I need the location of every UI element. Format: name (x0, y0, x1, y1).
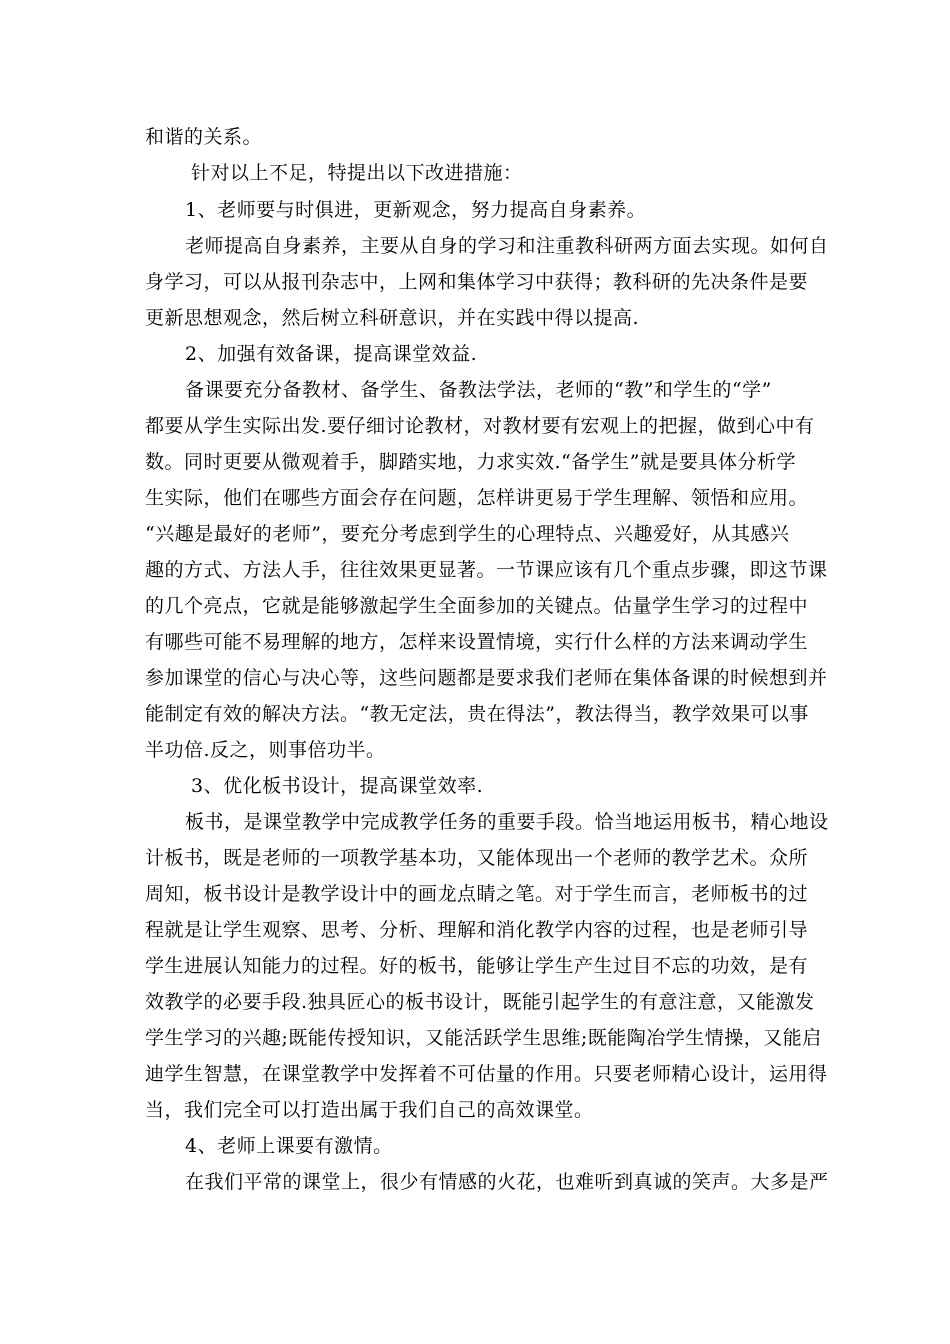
section-heading: 3、优化板书设计，提高课堂效率. (191, 775, 484, 797)
paragraph-line: 针对以上不足，特提出以下改进措施： (191, 162, 523, 184)
paragraph-line: 半功倍.反之，则事倍功半。 (145, 739, 386, 761)
paragraph-line: 计板书，既是老师的一项教学基本功，又能体现出一个老师的教学艺术。众所 (145, 847, 809, 869)
paragraph-line: 参加课堂的信心与决心等，这些问题都是要求我们老师在集体备课的时候想到并 (145, 667, 828, 689)
paragraph-line: 学生学习的兴趣;既能传授知识，又能活跃学生思维;既能陶冶学生情操，又能启 (145, 1027, 822, 1049)
paragraph-line: 数。同时更要从微观着手，脚踏实地，力求实效.“备学生”就是要具体分析学 (145, 451, 796, 473)
paragraph-line: 程就是让学生观察、思考、分析、理解和消化教学内容的过程，也是老师引导 (145, 919, 809, 941)
paragraph-line: 的几个亮点，它就是能够激起学生全面参加的关键点。估量学生学习的过程中 (145, 595, 809, 617)
section-heading: 2、加强有效备课，提高课堂效益. (185, 343, 478, 365)
paragraph-line: 身学习，可以从报刊杂志中，上网和集体学习中获得；教科研的先决条件是要 (145, 271, 809, 293)
paragraph-line: 备课要充分备教材、备学生、备教法学法，老师的“教”和学生的“学” (185, 379, 772, 401)
paragraph-line: 更新思想观念，然后树立科研意识，并在实践中得以提高. (145, 307, 640, 329)
paragraph-line: 板书，是课堂教学中完成教学任务的重要手段。恰当地运用板书，精心地设 (185, 811, 829, 833)
paragraph-line: 学生进展认知能力的过程。好的板书，能够让学生产生过目不忘的功效，是有 (145, 955, 809, 977)
section-heading: 1、老师要与时俱进，更新观念，努力提高自身素养。 (185, 199, 647, 221)
paragraph-line: 在我们平常的课堂上，很少有情感的火花，也难听到真诚的笑声。大多是严 (185, 1171, 829, 1193)
paragraph-line: 周知，板书设计是教学设计中的画龙点睛之笔。对于学生而言，老师板书的过 (145, 883, 809, 905)
section-heading: 4、老师上课要有激情。 (185, 1135, 393, 1157)
paragraph-line: 效教学的必要手段.独具匠心的板书设计，既能引起学生的有意注意，又能激发 (145, 991, 815, 1013)
paragraph-line: 生实际，他们在哪些方面会存在问题，怎样讲更易于学生理解、领悟和应用。 (145, 487, 809, 509)
paragraph-line: “兴趣是最好的老师”，要充分考虑到学生的心理特点、兴趣爱好，从其感兴 (145, 523, 790, 545)
paragraph-line: 迪学生智慧，在课堂教学中发挥着不可估量的作用。只要老师精心设计，运用得 (145, 1063, 828, 1085)
paragraph-line: 都要从学生实际出发.要仔细讨论教材，对教材要有宏观上的把握，做到心中有 (145, 415, 815, 437)
paragraph-line: 有哪些可能不易理解的地方，怎样来设置情境，实行什么样的方法来调动学生 (145, 631, 809, 653)
paragraph-line: 老师提高自身素养，主要从自身的学习和注重教科研两方面去实现。如何自 (185, 235, 829, 257)
paragraph-line: 能制定有效的解决方法。“教无定法，贵在得法”，教法得当，教学效果可以事 (145, 703, 809, 725)
paragraph-line: 当，我们完全可以打造出属于我们自己的高效课堂。 (145, 1099, 594, 1121)
paragraph-line: 趣的方式、方法人手，往往效果更显著。一节课应该有几个重点步骤，即这节课 (145, 559, 828, 581)
paragraph-line: 和谐的关系。 (145, 126, 263, 148)
